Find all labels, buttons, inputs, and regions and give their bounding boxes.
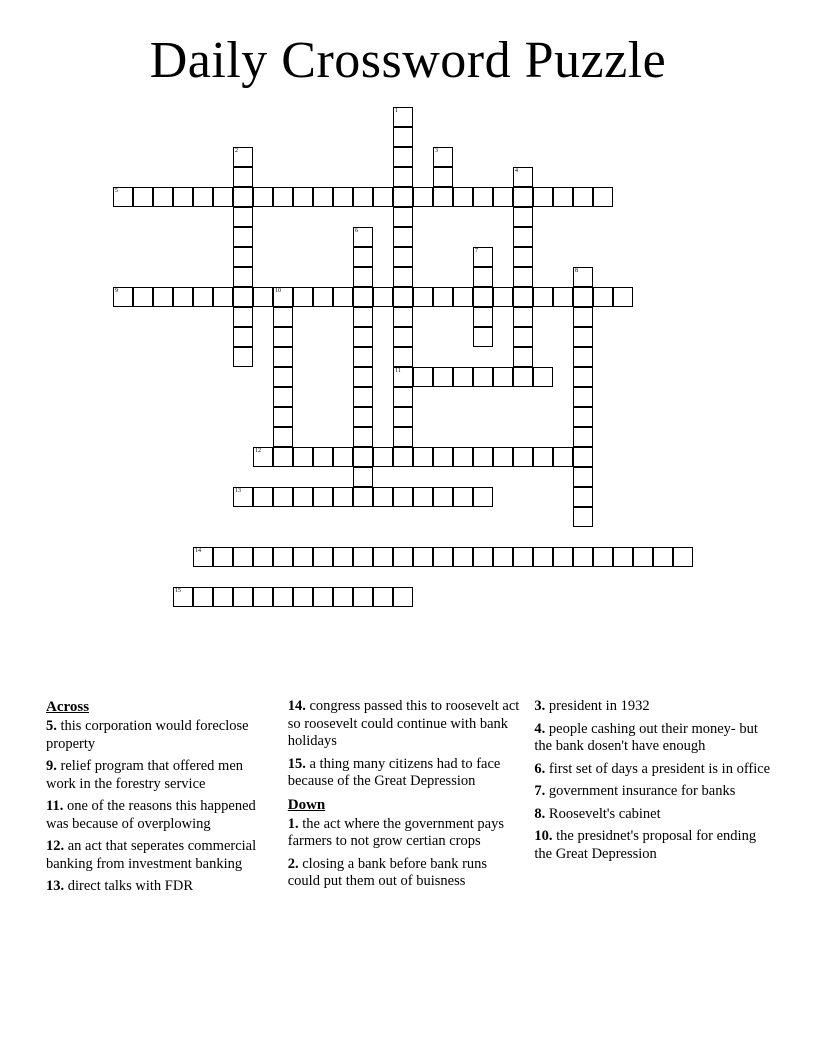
grid-cell[interactable] [153,287,173,307]
grid-cell[interactable] [313,447,333,467]
page-title: Daily Crossword Puzzle [149,32,667,89]
grid-cell[interactable] [353,307,373,327]
grid-cell[interactable] [113,287,133,307]
grid-cell[interactable] [593,547,613,567]
grid-cell[interactable] [273,327,293,347]
clue-number: 10. [534,828,553,844]
grid-cell[interactable] [373,487,393,507]
grid-cell[interactable] [353,387,373,407]
grid-cell[interactable] [413,447,433,467]
grid-cell[interactable] [513,327,533,347]
grid-cell[interactable] [193,587,213,607]
grid-cell[interactable] [453,447,473,467]
grid-cell-number: 11 [395,368,401,374]
grid-cell[interactable] [393,327,413,347]
grid-cell[interactable] [533,547,553,567]
grid-cell[interactable] [353,427,373,447]
grid-cell[interactable] [493,187,513,207]
grid-cell[interactable] [513,227,533,247]
grid-cell[interactable] [413,487,433,507]
grid-cell[interactable] [413,367,433,387]
grid-cell[interactable] [453,367,473,387]
grid-cell[interactable] [253,547,273,567]
grid-cell[interactable] [233,227,253,247]
grid-cell[interactable] [553,547,573,567]
grid-cell[interactable] [373,587,393,607]
clue-item[interactable] [46,878,275,896]
clue-text: people cashing out their money- but the bank dosen't have enough [534,720,758,754]
grid-cell[interactable] [233,547,253,567]
grid-cell[interactable] [573,287,593,307]
clue-item[interactable] [288,756,522,791]
grid-cell[interactable] [573,367,593,387]
grid-cell[interactable] [533,447,553,467]
clue-number: 2. [287,855,299,872]
clue-text: the act where the government pays farmers to not grow certian crops [287,815,504,849]
clue-item[interactable] [288,856,522,891]
clue-number: 14. [287,698,306,714]
clue-column-left [46,698,275,901]
grid-cell[interactable] [353,487,373,507]
grid-cell[interactable] [253,447,273,467]
grid-cell[interactable] [333,547,353,567]
clue-number: 1. [287,815,299,832]
grid-cell[interactable] [573,427,593,447]
grid-cell[interactable] [473,187,493,207]
grid-cell-number: 8 [575,268,578,274]
grid-cell[interactable] [353,447,373,467]
grid-cell[interactable] [253,487,273,507]
grid-cell[interactable] [573,467,593,487]
grid-cell[interactable] [433,147,453,167]
grid-cell[interactable] [473,247,493,267]
clue-text: this corporation would foreclose property [46,718,249,752]
grid-cell[interactable] [193,547,213,567]
grid-cell[interactable] [313,287,333,307]
grid-cell[interactable] [393,407,413,427]
grid-cell[interactable] [453,287,473,307]
grid-cell-number: 9 [115,288,118,294]
grid-cell[interactable] [373,287,393,307]
clue-item[interactable] [46,798,275,833]
grid-cell[interactable] [213,287,233,307]
grid-cell[interactable] [333,487,353,507]
grid-cell[interactable] [273,447,293,467]
grid-cell[interactable] [353,467,373,487]
grid-cell[interactable] [413,547,433,567]
grid-cell[interactable] [393,307,413,327]
clue-text: relief program that offered men work in the forestry service [46,758,244,792]
grid-cell[interactable] [393,587,413,607]
grid-cell[interactable] [473,547,493,567]
clue-item[interactable] [534,783,772,801]
grid-cell[interactable] [393,547,413,567]
grid-cell[interactable] [393,427,413,447]
grid-cell[interactable] [353,287,373,307]
grid-cell-number: 6 [355,228,358,234]
grid-cell[interactable] [473,367,493,387]
grid-cell[interactable] [593,187,613,207]
grid-cell[interactable] [653,547,673,567]
grid-cell[interactable] [513,207,533,227]
clue-item[interactable] [534,721,772,756]
grid-cell[interactable] [373,447,393,467]
clue-text: the presidnet's proposal for ending the Great Depression [534,828,757,862]
clue-column-right [534,698,772,868]
clue-text: president in 1932 [545,698,650,714]
grid-cell[interactable] [193,187,213,207]
grid-cell[interactable] [393,147,413,167]
grid-cell[interactable] [233,287,253,307]
clue-text: first set of days a president is in office [545,760,771,777]
grid-cell[interactable] [553,447,573,467]
grid-cell[interactable] [473,287,493,307]
grid-cell[interactable] [553,187,573,207]
down-heading: Down [287,796,326,813]
grid-cell-number: 12 [255,448,261,454]
grid-cell[interactable] [393,447,413,467]
grid-cell[interactable] [393,367,413,387]
grid-cell[interactable] [453,187,473,207]
grid-cell[interactable] [253,187,273,207]
grid-cell[interactable] [513,187,533,207]
grid-cell[interactable] [393,487,413,507]
grid-cell[interactable] [273,427,293,447]
clue-item[interactable] [46,838,275,873]
grid-cell[interactable] [433,447,453,467]
grid-cell[interactable] [493,547,513,567]
clue-number: 9. [46,758,57,774]
grid-cell[interactable] [273,347,293,367]
grid-cell[interactable] [233,147,253,167]
grid-cell[interactable] [293,487,313,507]
grid-cell[interactable] [333,287,353,307]
grid-cell[interactable] [513,347,533,367]
grid-cell[interactable] [193,287,213,307]
clue-text: a thing many citizens had to face because of the Great Depression [287,755,501,789]
grid-cell[interactable] [573,347,593,367]
grid-cell[interactable] [373,547,393,567]
clue-text: congress passed this to roosevelt act so roosevelt could continue with bank holidays [287,698,520,749]
clue-item[interactable] [46,758,275,793]
grid-cell[interactable] [573,187,593,207]
grid-cell[interactable] [273,287,293,307]
clue-number: 12. [46,838,65,854]
grid-cell-number: 4 [515,168,518,174]
grid-cell[interactable] [393,267,413,287]
grid-cell[interactable] [433,187,453,207]
grid-cell[interactable] [573,387,593,407]
grid-cell[interactable] [353,247,373,267]
grid-cell[interactable] [413,287,433,307]
grid-cell[interactable] [353,547,373,567]
grid-cell[interactable] [393,187,413,207]
grid-cell[interactable] [313,587,333,607]
across-heading: Across [46,699,90,715]
grid-cell[interactable] [233,327,253,347]
grid-cell[interactable] [333,187,353,207]
grid-cell[interactable] [573,267,593,287]
grid-cell[interactable] [313,487,333,507]
clue-text: direct talks with FDR [64,878,194,894]
grid-cell[interactable] [513,367,533,387]
clue-number: 13. [46,878,65,894]
clue-number: 15. [287,755,306,772]
grid-cell[interactable] [613,547,633,567]
clue-number: 6. [534,760,546,777]
grid-cell[interactable] [233,587,253,607]
grid-cell[interactable] [633,547,653,567]
grid-cell[interactable] [393,107,413,127]
grid-cell[interactable] [493,287,513,307]
grid-cell[interactable] [273,367,293,387]
grid-cell[interactable] [153,187,173,207]
grid-cell[interactable] [433,547,453,567]
clue-number: 4. [534,720,546,737]
clue-item[interactable] [534,698,772,716]
grid-cell[interactable] [233,167,253,187]
grid-cell[interactable] [573,447,593,467]
grid-cell-number: 7 [475,248,478,254]
grid-cell[interactable] [453,547,473,567]
grid-cell[interactable] [433,487,453,507]
grid-cell[interactable] [253,287,273,307]
grid-cell[interactable] [273,187,293,207]
grid-cell[interactable] [413,187,433,207]
grid-cell[interactable] [353,327,373,347]
grid-cell[interactable] [473,447,493,467]
clue-number: 3. [534,698,546,714]
grid-cell[interactable] [513,547,533,567]
clue-item[interactable] [534,806,772,824]
grid-cell[interactable] [273,307,293,327]
clue-number: 8. [534,805,546,822]
clue-text: one of the reasons this happened was because of overplowing [46,798,256,832]
grid-cell[interactable] [173,287,193,307]
grid-cell[interactable] [133,287,153,307]
clue-item[interactable] [534,761,772,779]
grid-cell[interactable] [513,287,533,307]
grid-cell[interactable] [333,447,353,467]
grid-cell[interactable] [573,327,593,347]
grid-cell[interactable] [673,547,693,567]
grid-cell[interactable] [273,407,293,427]
grid-cell[interactable] [453,487,473,507]
clue-number: 11. [46,798,64,814]
grid-cell[interactable] [393,127,413,147]
grid-cell[interactable] [353,407,373,427]
grid-cell[interactable] [473,307,493,327]
grid-cell[interactable] [233,487,253,507]
grid-cell[interactable] [573,547,593,567]
grid-cell[interactable] [293,447,313,467]
grid-cell[interactable] [393,207,413,227]
clue-number: 7. [534,783,546,799]
grid-cell[interactable] [613,287,633,307]
grid-cell[interactable] [493,447,513,467]
grid-cell[interactable] [533,367,553,387]
grid-cell[interactable] [493,367,513,387]
grid-cell[interactable] [533,287,553,307]
grid-cell[interactable] [273,587,293,607]
grid-cell[interactable] [393,227,413,247]
grid-cell[interactable] [173,187,193,207]
clues-section [46,698,772,978]
grid-cell[interactable] [293,587,313,607]
grid-cell[interactable] [513,307,533,327]
grid-cell[interactable] [313,547,333,567]
clue-text: government insurance for banks [545,783,736,799]
clue-column-mid [288,698,522,896]
grid-cell[interactable] [433,287,453,307]
grid-cell[interactable] [233,267,253,287]
grid-cell[interactable] [353,367,373,387]
grid-cell[interactable] [473,327,493,347]
grid-cell[interactable] [293,287,313,307]
grid-cell[interactable] [133,187,153,207]
grid-cell[interactable] [553,287,573,307]
grid-cell[interactable] [393,247,413,267]
grid-cell[interactable] [233,207,253,227]
grid-cell[interactable] [573,307,593,327]
grid-cell[interactable] [533,187,553,207]
clue-item[interactable] [288,698,522,751]
grid-cell[interactable] [353,587,373,607]
grid-cell[interactable] [513,267,533,287]
clue-number: 5. [46,718,57,734]
grid-cell[interactable] [233,187,253,207]
grid-cell[interactable] [513,167,533,187]
clue-text: an act that seperates commercial banking from investment banking [46,838,257,872]
grid-cell[interactable] [213,547,233,567]
grid-cell[interactable] [353,187,373,207]
grid-cell[interactable] [353,267,373,287]
grid-cell[interactable] [273,387,293,407]
grid-cell-number: 5 [115,188,118,194]
grid-cell[interactable] [473,267,493,287]
grid-cell[interactable] [593,287,613,307]
grid-cell[interactable] [573,507,593,527]
grid-cell-number: 10 [275,288,281,294]
grid-cell[interactable] [213,587,233,607]
grid-cell[interactable] [573,487,593,507]
clue-item[interactable] [288,816,522,851]
grid-cell[interactable] [393,287,413,307]
grid-cell[interactable] [573,407,593,427]
grid-cell[interactable] [513,447,533,467]
clue-item[interactable] [46,718,275,753]
grid-cell[interactable] [273,487,293,507]
grid-cell[interactable] [393,387,413,407]
grid-cell-number: 1 [395,108,398,114]
grid-cell[interactable] [353,347,373,367]
grid-cell-number: 15 [175,588,181,594]
clue-text: Roosevelt's cabinet [545,805,661,822]
grid-cell[interactable] [173,587,193,607]
grid-cell[interactable] [293,187,313,207]
grid-cell[interactable] [213,187,233,207]
grid-cell[interactable] [233,247,253,267]
grid-cell[interactable] [233,347,253,367]
grid-cell[interactable] [353,227,373,247]
grid-cell[interactable] [113,187,133,207]
grid-cell-number: 2 [235,148,238,154]
grid-cell[interactable] [253,587,273,607]
grid-cell-number: 3 [435,148,438,154]
grid-cell[interactable] [393,347,413,367]
grid-cell-number: 14 [195,548,201,554]
grid-cell-number: 13 [235,488,241,494]
grid-cell[interactable] [273,547,293,567]
grid-cell[interactable] [473,487,493,507]
grid-cell[interactable] [373,187,393,207]
grid-cell[interactable] [433,367,453,387]
clue-item[interactable] [534,828,772,863]
grid-cell[interactable] [233,307,253,327]
grid-cell[interactable] [393,167,413,187]
grid-cell[interactable] [433,167,453,187]
grid-cell[interactable] [513,247,533,267]
grid-cell[interactable] [293,547,313,567]
clue-text: closing a bank before bank runs could put them out of buisness [287,855,488,889]
grid-cell[interactable] [333,587,353,607]
grid-cell[interactable] [313,187,333,207]
